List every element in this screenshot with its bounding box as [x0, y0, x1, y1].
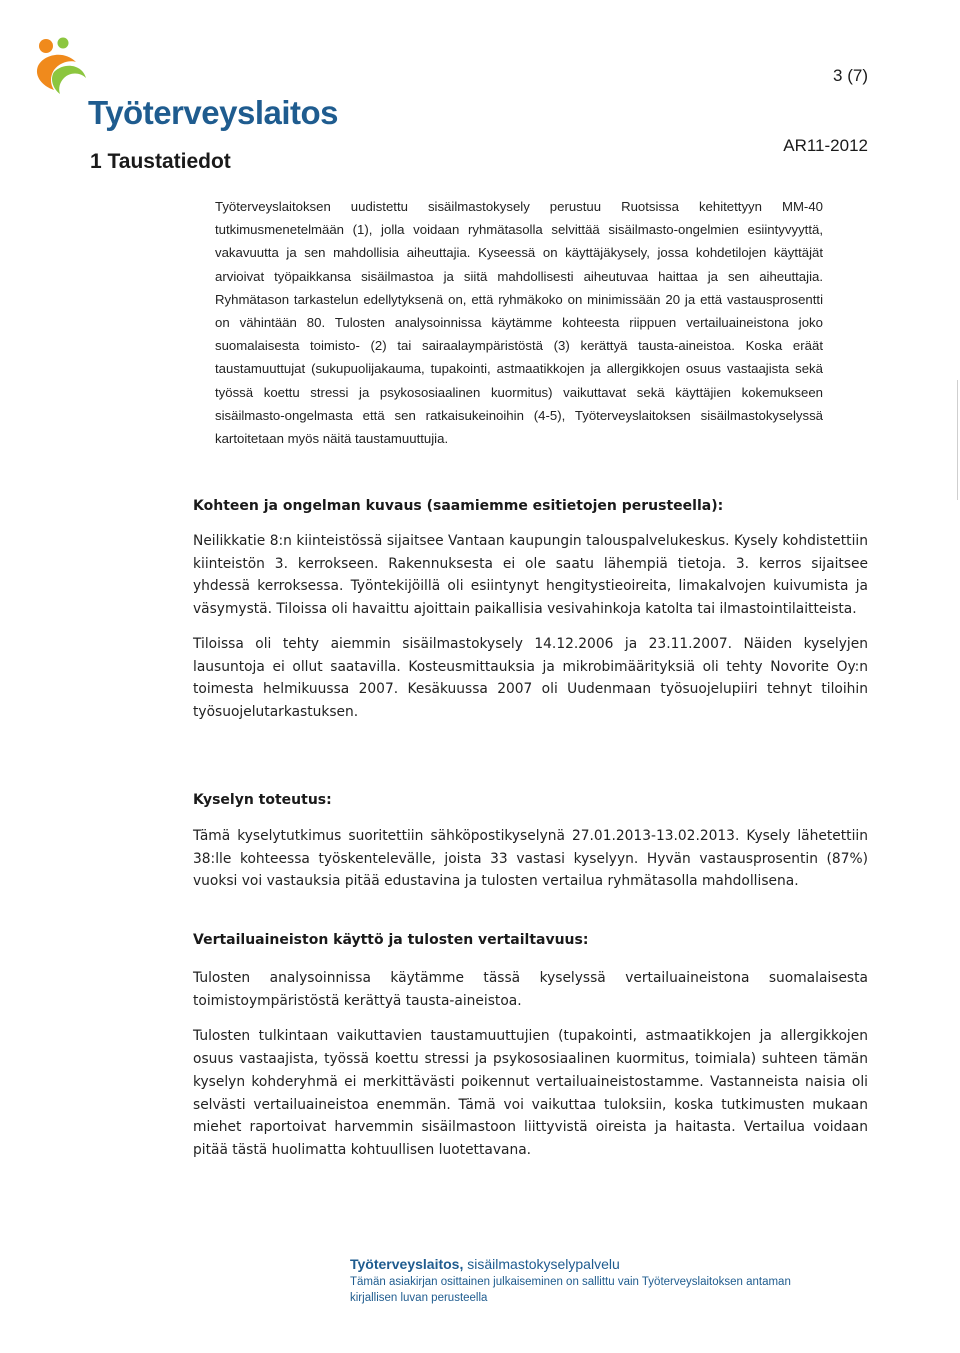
- logo-green-swirl: [52, 66, 86, 94]
- page-number: 3 (7): [833, 66, 868, 85]
- logo-green-dot: [58, 38, 69, 49]
- kohde-section: [193, 498, 868, 724]
- toteutus-heading: Kyselyn toteutus:: [193, 792, 332, 808]
- vertailu-paragraph-2: Tulosten tulkintaan vaikuttavien taustamuuttujien (tupakointi, astmaatikkojen ja allergikkojen osuus vastaajista, työssä koettu stressi ja psykososiaalinen kuormitus, toimiala) suhteen tämän kyselyn kohderyhmä ei merkittävästi poikennut vertailuaineistostamme. Vastanneista naisia oli selvästi vertailuaineistoa enemmän. Tämä voi vaikuttaa tuloksiin, koska tutkimusten mukaan miehet raportoivat harvemmin sisäilmastoon liittyvistä oireista ja haitasta. Vertailua voidaan pitää tästä huolimatta kohtuullisen luotettavana.: [193, 1028, 868, 1158]
- margin-line: [957, 380, 958, 500]
- logo-wordmark: Työterveyslaitos: [88, 94, 339, 131]
- kohde-heading: Kohteen ja ongelman kuvaus (saamiemme esitietojen perusteella):: [193, 498, 724, 514]
- vertailu-heading: Vertailuaineiston käyttö ja tulosten vertailtavuus:: [193, 932, 589, 948]
- kohde-paragraph-1: Neilikkatie 8:n kiinteistössä sijaitsee Vantaan kaupungin talouspalvelukeskus. Kysely kohdistettiin kiinteistön 3. kerrokseen. Rakennuksesta ei ole saatu lähempiä tietoja. 3. kerros sijaitsee yhdessä kerroksessa. Työntekijöillä oli esiintynyt hengitystieoireita, limakalvojen kuivumista ja väsymystä. Tiloissa oli havaittu ajoittain paikallisia vesivahinkoja katolta tai ilmastointilaitteista.: [193, 533, 868, 618]
- footer-brand: Työterveyslaitos,: [350, 1256, 464, 1272]
- footer-notice-line-2: kirjallisen luvan perusteella: [350, 1292, 488, 1304]
- intro-paragraph: Työterveyslaitoksen uudistettu sisäilmastokysely perustuu Ruotsissa kehitettyyn MM-40 tutkimusmenetelmään (1), jolla voidaan ryhmätasolla selvittää sisäilmasto-ongelmien esiintyvyyttä, vakavuutta ja sen mahdollisia aiheuttajia. Kyseessä on käyttäjäkysely, jossa kohdetilojen käyttäjät arvioivat työpaikkansa sisäilmastoa ja siitä mahdollisesti aiheutuvaa haittaa ja sen aiheuttajia. Ryhmätason tarkastelun edellytyksenä on, että ryhmäkoko on minimissään 20 ja että vastausprosentti on vähintään 80. Tulosten analysoinnissa käytämme kohteesta riippuen vertailuaineistona joko suomalaisesta toimisto- (2) tai sairaalaympäristöstä (3) kerättyä tausta-aineistoa. Koska eräät taustamuuttujat (sukupuolijakauma, tupakointi, astmaatikkojen ja allergikkojen osuus vastaajista sekä työssä koettu stressi ja psykososiaalinen kuormitus) vaikuttavat sekä käyttäjien kokemukseen sisäilmasto-ongelmasta että sen ratkaisukeinoihin (4-5), Työterveyslaitoksen sisäilmastokyselyssä kartoitetaan myös näitä taustamuuttujia.: [215, 199, 823, 447]
- footer-subtitle: sisäilmastokyselypalvelu: [463, 1256, 620, 1272]
- vertailu-paragraph-1: Tulosten analysoinnissa käytämme tässä kyselyssä vertailuaineistona suomalaisesta toimistoympäristöstä kerättyä tausta-aineistoa.: [193, 970, 868, 1009]
- document-code: AR11-2012: [783, 136, 868, 155]
- page-footer: [350, 1256, 890, 1306]
- footer-notice-line-1: Tämän asiakirjan osittainen julkaiseminen on sallittu vain Työterveyslaitoksen antaman: [350, 1276, 791, 1288]
- vertailu-section: [193, 932, 868, 1162]
- kohde-paragraph-2: Tiloissa oli tehty aiemmin sisäilmastokysely 14.12.2006 ja 23.11.2007. Näiden kyselyjen lausuntoja ei ollut saatavilla. Kosteusmittauksia ja mikrobimäärityksiä oli tehty Novorite Oy:n toimesta helmikuussa 2007. Kesäkuussa 2007 oli Uudenmaan työsuojelupiiri tehnyt tiloihin työsuojelutarkastuksen.: [193, 635, 868, 720]
- section-title: 1 Taustatiedot: [90, 150, 231, 173]
- toteutus-paragraph: Tämä kyselytutkimus suoritettiin sähköpostikyselynä 27.01.2013-13.02.2013. Kysely lähetettiin 38:lle kohteessa työskentelevälle, joista 33 vastasi kyselyyn. Hyvän vastausprosentin (87%) vuoksi voi vastauksia pitää edustavina ja tulosten vertailua ryhmätasolla mahdollisena.: [193, 828, 868, 890]
- logo-orange-dot: [39, 39, 53, 53]
- tyoterveyslaitos-logo: [30, 34, 339, 134]
- toteutus-section: [193, 792, 868, 893]
